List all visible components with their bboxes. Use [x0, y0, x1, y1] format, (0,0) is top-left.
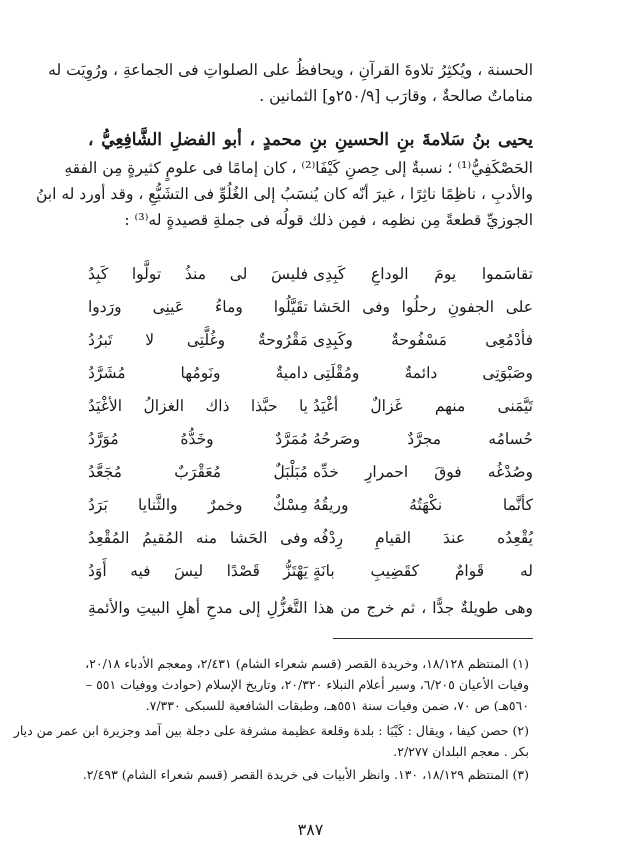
verse-second-hemistich: تقَيَّلُوا وماءُ عَينِى ورَدوا: [88, 298, 308, 316]
poem-verse: [88, 260, 533, 288]
poem-verse: [88, 458, 533, 486]
footnote-line: ٥٦٠هـ) ص ٧٠، ضمن وفيات سنة ٥٥١هـ، وطبقات الشافعية للسبكى ٧/٣٣٠.: [145, 698, 529, 713]
biography-line-1: الحَصْكَفِيُّ⁽¹⁾ ؛ نسبةٌ إلى حِصنِ كَيْفَا⁽²⁾ ، كان إمامًا فى علومٍ كثيرةٍ مِن الفقهِ: [64, 159, 533, 177]
poem-verse: [88, 425, 533, 453]
footnote-line: بكر . معجم البلدان ٢/٢٧٧.: [393, 744, 529, 759]
verse-first-hemistich: تقاسَموا يومَ الوداعِ كَبِدِى: [313, 265, 533, 283]
footnote-line: وفيات الأعيان ٦/٢٠٥، وسير أعلام النبلاء ٢٠/٣٢٠، وتاريخ الإسلام (حوادث ووفيات ٥٥١ –: [85, 677, 529, 692]
body-line-1: الحسنة ، ويُكثِرُ تلاوةَ القرآنِ ، ويحافظُ على الصلواتِ فى الجماعةِ ، ورُوِيَت له: [48, 61, 533, 79]
verse-first-hemistich: تَيَّمَنى منهم غَزالٌ أغْيَدُ: [313, 397, 533, 415]
verse-first-hemistich: كأنَّما نكْهَتُهُ وريقُهُ: [313, 496, 533, 514]
poem-verse: [88, 359, 533, 387]
verse-first-hemistich: على الجفونِ رحلُوا وفى الحَشا: [313, 298, 533, 316]
verse-first-hemistich: حُسامُه مجرَّدٌ وصَرحُهُ: [313, 430, 533, 448]
poem-verse: [88, 491, 533, 519]
poem-verse: [88, 524, 533, 552]
poem-verse: [88, 557, 533, 585]
biography-line-3: الجوزيِّ قطعةً مِن نظمِه ، فمِن ذلك قولُه فى جملةِ قصيدةٍ له⁽³⁾ :: [124, 211, 533, 229]
footnote-divider: [333, 638, 533, 639]
verse-first-hemistich: فأدْمُعِى مَسْفُوحةٌ وكَبِدِى: [313, 331, 533, 349]
verse-second-hemistich: مَقْرُوحةٌ وغُلَّتِى لا تَبرُدُ: [88, 331, 308, 349]
poem-verse: [88, 392, 533, 420]
verse-second-hemistich: مِسْكٌ وخمرٌ والثَّنايا بَرَدُ: [88, 496, 308, 514]
after-poem-line: وهى طويلةٌ جدًّا ، ثم خرج من هذا التَّغزُّلِ إلى مدحِ أهلِ البيتِ والأئمةِ: [88, 599, 533, 617]
verse-second-hemistich: يا حبَّذا ذاك الغزالُ الأغْيَدُ: [88, 397, 308, 415]
verse-second-hemistich: يَهْتَزُّ قَصْدًا ليسَ فيه أَوَدُ: [88, 562, 308, 580]
page-number: ٣٨٧: [297, 820, 324, 839]
verse-first-hemistich: له قَوامٌ كقَضِيبِ بانَةٍ: [313, 562, 533, 580]
footnote-line: (٢) حصن كيفا ، ويقال : كَيْبَا : بلدة وقلعة عظيمة مشرفة على دجلة بين آمد وجزيرة ابن عمر من ديار: [13, 723, 529, 738]
verse-first-hemistich: يُقْعِدُه عندَ القيامِ رِدْفُه: [313, 529, 533, 547]
footnote-line: (١) المنتظم ١٨/١٢٨، وخريدة القصر (قسم شعراء الشام) ٢/٤٣١، ومعجم الأدباء ٢٠/١٨،: [85, 656, 529, 671]
verse-second-hemistich: مُمَرَّدٌ وخَدُّهُ مُوَرَّدُ: [88, 430, 308, 448]
verse-first-hemistich: وصُدْغُه فوقَ احمرارِ خدِّه: [313, 463, 533, 481]
verse-second-hemistich: وفى الحَشا منه المُقيمُ المُقْعِدُ: [88, 529, 308, 547]
poem-verse: [88, 326, 533, 354]
body-line-2: مناماتٌ صالحةٌ ، وقارَب [٢٥٠/٩و] الثمانين .: [259, 87, 533, 105]
biography-heading: يحيى بنُ سَلامةَ بنِ الحسينِ بنِ محمدٍ ، أبو الفضلِ الشَّافِعِيُّ ،: [88, 130, 533, 150]
biography-line-2: والأدبِ ، ناظِمًا ناثِرًا ، غيرَ أنّه كان يُنسَبُ إلى الغُلُوِّ فى التشَيُّعِ ، وقد أورد له ابنُ: [36, 185, 533, 203]
footnote-line: (٣) المنتظم ١٨/١٢٩، ١٣٠. وانظر الأبيات فى خريدة القصر (قسم شعراء الشام) ٢/٤٩٣.: [82, 767, 529, 782]
verse-second-hemistich: فليسَ لى منذُ تولَّوا كَبِدُ: [88, 265, 308, 283]
verse-first-hemistich: وصَبْوَتِى دائمةٌ ومُقْلَتِى: [313, 364, 533, 382]
verse-second-hemistich: مُبَلْبَلٌ مُعَقْرَبٌ مُجَعَّدُ: [88, 463, 308, 481]
poem-verse: [88, 293, 533, 321]
verse-second-hemistich: داميةٌ ونَومُها مُشَرَّدُ: [88, 364, 308, 382]
